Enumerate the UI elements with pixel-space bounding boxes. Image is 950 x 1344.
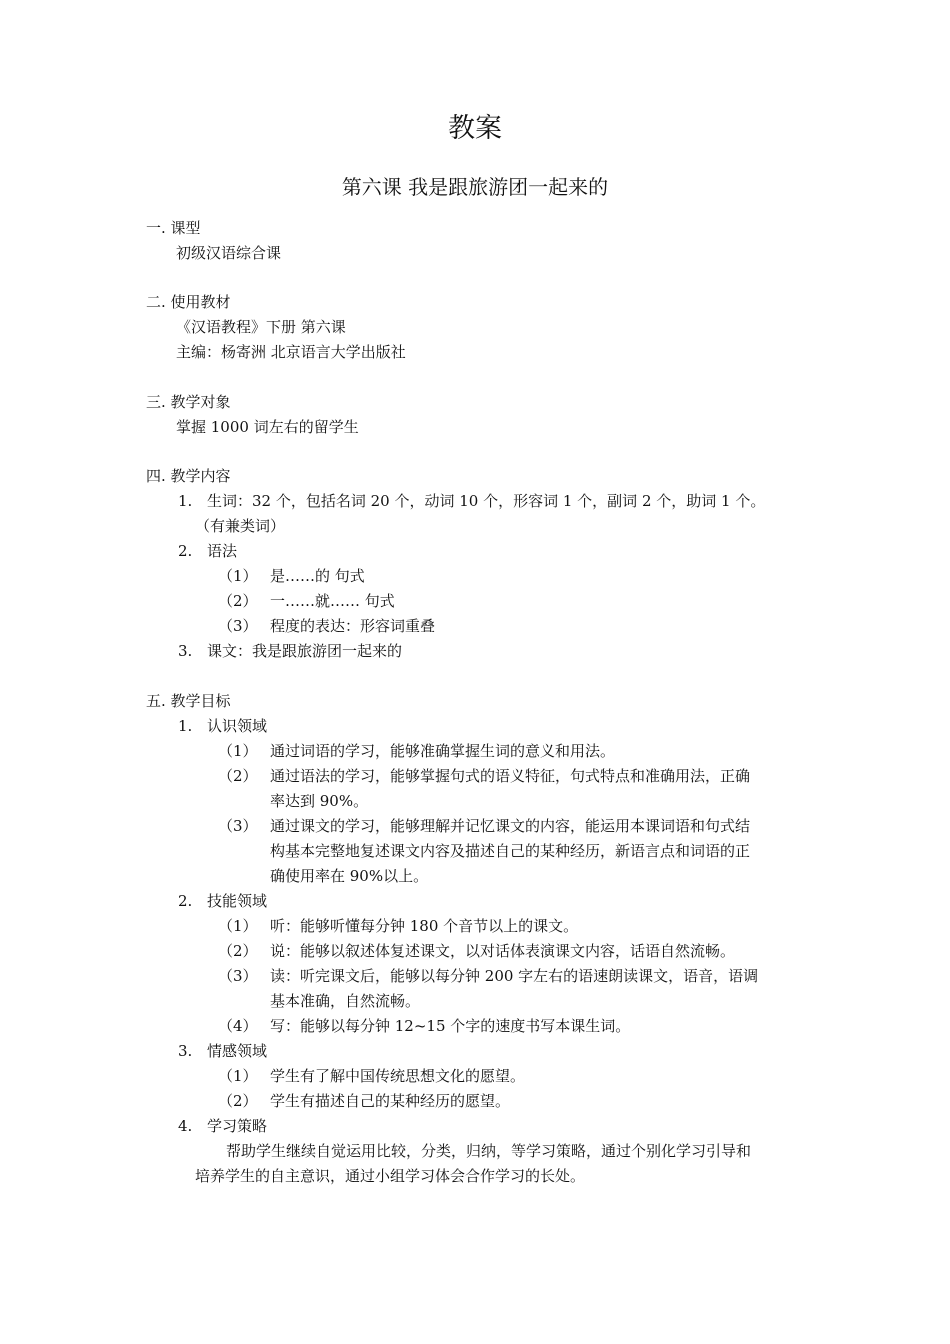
grammar-point: 程度的表达：形容词重叠 — [270, 617, 436, 635]
objective-line: 基本准确，自然流畅。 — [270, 992, 421, 1010]
grammar-point: 一……就…… 句式 — [270, 592, 395, 610]
objective-category: 认识领域 — [207, 717, 268, 735]
lesson-subtitle: 第六课 我是跟旅游团一起来的 — [341, 175, 609, 199]
sub-number: （3） — [218, 817, 258, 835]
sub-number: （2） — [218, 592, 258, 610]
textbook-editor: 主编：杨寄洲 北京语言大学出版社 — [176, 343, 406, 361]
grammar-point: 是……的 句式 — [270, 567, 365, 585]
sub-number: （4） — [218, 1017, 258, 1035]
objective-category: 技能领域 — [207, 892, 268, 910]
objective-line: 构基本完整地复述课文内容及描述自己的某种经历，新语言点和词语的正 — [270, 842, 751, 860]
list-number: 4. — [178, 1117, 193, 1135]
sub-number: （2） — [218, 767, 258, 785]
objective-line: 确使用率在 90%以上。 — [270, 867, 429, 885]
strategy-paragraph-line: 培养学生的自主意识，通过小组学习体会合作学习的长处。 — [195, 1167, 586, 1185]
objective-line: 通过语法的学习，能够掌握句式的语义特征，句式特点和准确用法，正确 — [270, 767, 751, 785]
list-number: 2. — [178, 542, 193, 560]
objective-line: 学生有了解中国传统思想文化的愿望。 — [270, 1067, 526, 1085]
objective-line: 写：能够以每分钟 12~15 个字的速度书写本课生词。 — [270, 1017, 631, 1035]
list-number: 3. — [178, 642, 193, 660]
section-heading-textbook: 二. 使用教材 — [146, 293, 231, 311]
sub-number: （1） — [218, 742, 258, 760]
audience-text: 掌握 1000 词左右的留学生 — [176, 418, 359, 436]
list-number: 2. — [178, 892, 193, 910]
sub-number: （1） — [218, 567, 258, 585]
sub-number: （3） — [218, 967, 258, 985]
objective-line: 说：能够以叙述体复述课文，以对话体表演课文内容，话语自然流畅。 — [270, 942, 736, 960]
text-item: 课文：我是跟旅游团一起来的 — [207, 642, 403, 660]
objective-line: 通过课文的学习，能够理解并记忆课文的内容，能运用本课词语和句式结 — [270, 817, 751, 835]
list-number: 1. — [178, 717, 193, 735]
section-heading-objectives: 五. 教学目标 — [146, 692, 231, 710]
objective-line: 通过词语的学习，能够准确掌握生词的意义和用法。 — [270, 742, 616, 760]
objective-category: 情感领域 — [207, 1042, 268, 1060]
sub-number: （2） — [218, 942, 258, 960]
vocab-item-continuation: （有兼类词） — [195, 517, 286, 535]
section-heading-course-type: 一. 课型 — [146, 219, 201, 237]
sub-number: （1） — [218, 917, 258, 935]
sub-number: （3） — [218, 617, 258, 635]
section-heading-content: 四. 教学内容 — [146, 467, 231, 485]
list-number: 3. — [178, 1042, 193, 1060]
page-title: 教案 — [448, 113, 502, 144]
objective-line: 率达到 90%。 — [270, 792, 369, 810]
sub-number: （2） — [218, 1092, 258, 1110]
strategy-paragraph-line: 帮助学生继续自觉运用比较，分类，归纳，等学习策略，通过个别化学习引导和 — [226, 1142, 752, 1160]
grammar-item-text: 语法 — [207, 542, 238, 560]
objective-line: 学生有描述自己的某种经历的愿望。 — [270, 1092, 511, 1110]
objective-line: 读：听完课文后，能够以每分钟 200 字左右的语速朗读课文，语音，语调 — [270, 967, 759, 985]
section-heading-audience: 三. 教学对象 — [146, 393, 231, 411]
course-type-text: 初级汉语综合课 — [176, 244, 282, 262]
list-number: 1. — [178, 492, 193, 510]
sub-number: （1） — [218, 1067, 258, 1085]
objective-category: 学习策略 — [207, 1117, 268, 1135]
vocab-item-text: 生词：32 个，包括名词 20 个，动词 10 个，形容词 1 个，副词 2 个，助词 1 个。 — [207, 492, 766, 510]
objective-line: 听：能够听懂每分钟 180 个音节以上的课文。 — [270, 917, 579, 935]
textbook-title: 《汉语教程》下册 第六课 — [176, 318, 346, 336]
